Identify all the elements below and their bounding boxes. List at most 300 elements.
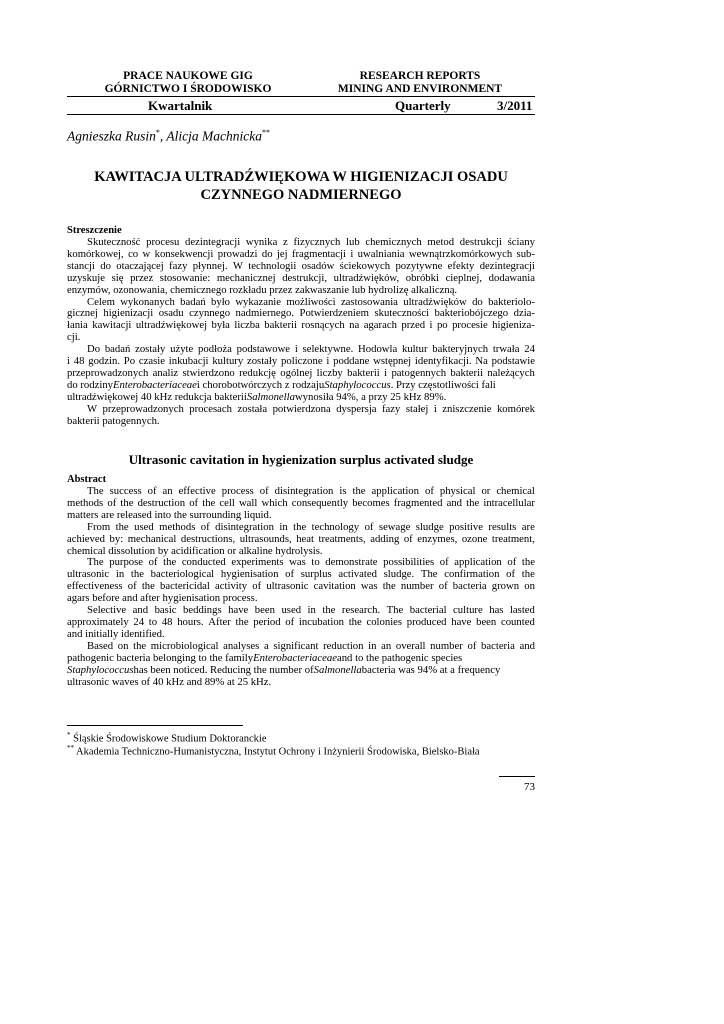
word: in [307,604,316,617]
word: of [424,485,434,497]
text-run: wynosiła 94%, a przy 25 kHz 89%. [294,390,447,403]
word: W [87,402,98,415]
word: the [130,568,144,581]
word: From [87,520,111,533]
word: była [211,319,230,332]
author-2: Alicja Machnicka [166,128,262,144]
word: which [261,496,288,509]
word: i [326,355,330,368]
word: fragmentacji [291,247,346,260]
authors [67,128,270,145]
word: identyfikacji. [414,355,472,368]
journal-name-pl-line2: GÓRNICTWO I ŚRODOWISKO [104,83,272,95]
species-name: Enterobacteriaceae [253,651,337,664]
word: stosowanie: [159,271,211,284]
word: success [109,485,142,497]
word: higieniza- [492,319,535,332]
word: approximately [67,615,129,628]
word: methods [159,520,196,533]
word: technologii [248,259,297,272]
species-name: Staphylococcus [67,663,134,676]
word: been [254,604,275,617]
word: confirmation [444,568,500,581]
word: inkubacji [168,355,209,368]
word: experiments [231,556,284,569]
word: technology [311,520,360,533]
word: konsekwencji [154,247,214,260]
word: ozone [461,532,488,545]
word: jej [276,247,288,260]
page-number-rule [499,776,535,777]
word: positive [449,520,483,533]
word: ultradźwiękowej [135,319,208,332]
word: dezintegracji [479,259,535,272]
word: 24 [133,615,145,628]
word: to [148,615,158,628]
word: of [259,485,269,497]
word: destructions, [180,532,236,545]
word: sludge [415,520,444,533]
word: was [360,580,378,593]
word: of [364,520,374,533]
word: in [115,568,125,581]
word: in [368,639,377,652]
word: nadmiernego. [235,307,295,320]
word: bakteriobójczego [434,307,509,320]
word: w [142,247,151,260]
word: application [371,485,419,497]
word: Potwierdzeniem [299,307,369,320]
text-run: bacteria was 94% at a frequency [361,663,501,676]
word: dyspersja [336,402,377,415]
word: destruction [137,496,186,509]
author-1-mark: * [155,128,160,137]
word: destrukcji, [282,271,328,284]
word: counted [500,615,535,628]
word: bakteriolo- [488,295,535,308]
word: of [285,615,295,628]
word: ultradźwięków, [333,271,400,284]
title-pl-line1: KAWITACJA ULTRADŹWIĘKOWA W HIGIENIZACJI OSADU [94,169,508,185]
word: efekty [447,259,475,272]
title-pl-line2: CZYNNEGO NADMIERNEGO [200,187,402,203]
word: z [283,236,288,248]
word: the [133,639,147,652]
word: ultrasonic [266,580,309,593]
word: przez [130,271,154,284]
footnote-2-text: Akademia Techniczno-Humanistyczna, Instytut Ochrony i Inżynierii Środowiska, Bielsko-Biała [74,746,480,758]
word: i [67,355,70,368]
word: sewage [378,520,411,533]
word: łania [67,319,88,332]
species-name: Salmonella [313,663,362,676]
word: The [87,485,104,497]
word: wall [238,496,258,509]
quarterly-label: Quarterly [395,98,451,113]
word: potwierdzona [272,402,331,415]
word: procesie [452,319,488,332]
word: po [436,319,448,332]
text-line [67,665,535,677]
word: Skuteczność [87,236,141,248]
word: do [100,259,111,272]
word: are [521,520,535,533]
word: possibilities [383,556,435,569]
header-rule-bottom [67,114,535,115]
text-run: and to the pathogenic species [336,651,463,664]
word: kultur [401,343,428,356]
word: poddane [333,355,370,368]
journal-name-en-line2: MINING AND ENVIRONMENT [337,83,503,95]
text-line [67,392,535,404]
abstract-heading: Abstract [67,474,107,485]
text-line: matters are released into the surrounding liquid. [67,508,272,521]
word: procesach [189,402,233,415]
word: wynika [245,236,278,248]
word: Po [123,355,136,368]
word: cell [219,496,235,509]
word: activated [338,568,377,581]
word: się [111,271,124,284]
word: osadu [158,307,184,320]
word: enzymes, [417,532,458,545]
text-line [67,261,535,273]
word: bacterial [409,604,447,617]
word: Selective [87,604,127,617]
word: fizycznych [293,236,341,248]
word: chemicznych [365,236,422,248]
word: the [352,485,366,497]
footnote-2 [67,744,480,758]
word: analyses [223,639,260,652]
footnote-rule [67,725,243,726]
issue-number: 3/2011 [497,98,533,113]
word: achieved [67,532,105,545]
word: lub [346,236,360,248]
word: an [381,639,392,652]
word: intracellular [483,496,535,509]
word: wykazanie [235,295,282,308]
word: purpose [109,556,144,569]
word: rosnących [301,319,345,332]
word: produced [406,615,447,628]
word: microbiological [150,639,219,652]
word: is [339,485,347,497]
word: została [237,402,268,415]
species-name: Enterobacteriaceae [113,378,197,391]
header-rule-top [67,96,535,97]
text-line [67,273,535,285]
word: number [430,639,463,652]
word: wewnątrzkomórkowych [408,247,513,260]
word: fragmented [393,496,443,509]
word: of [148,556,158,569]
word: of [467,639,477,652]
word: of [438,580,448,593]
word: destrukcji [459,236,502,248]
word: demonstrate [325,556,378,569]
word: colonies [366,615,403,628]
word: badań [104,343,131,356]
streszczenie-body [67,237,535,428]
word: an [162,485,173,497]
word: przed [401,319,426,332]
word: the [163,556,177,569]
word: the [466,496,480,509]
word: consequently [291,496,349,509]
word: of [252,580,262,593]
word: sludge. [383,568,415,581]
word: the [120,496,134,509]
word: Na [475,355,488,368]
author-separator: , [159,128,167,144]
word: the [521,556,535,569]
paper-title-en: Ultrasonic cavitation in hygienization surplus activated sludge [128,452,474,467]
word: the [293,520,307,533]
word: culture [453,604,483,617]
word: the [322,604,336,617]
word: pozytywne [395,259,443,272]
word: fazy [382,402,401,415]
word: 48 [161,615,173,628]
word: prowadzi [217,247,258,260]
word: fazy [169,259,188,272]
word: przeprowadzonych [102,402,184,415]
kwartalnik-label: Kwartalnik [148,98,213,113]
footnote-2-mark: ** [67,744,74,752]
word: ściany [507,236,535,248]
word: użyte [170,343,194,356]
word: have [451,615,472,628]
word: i [433,402,437,415]
text-line: cji. [67,331,81,344]
word: research. [341,604,381,617]
paper-title-pl [67,168,535,204]
word: the [141,580,155,593]
word: skuteczności [374,307,430,320]
text-run: pathogenic bacteria belonging to the family [67,651,254,664]
word: basic [154,604,177,617]
word: effectiveness [67,580,123,593]
word: adding [370,532,400,545]
text-line [67,380,535,392]
word: czasie [138,355,165,368]
word: ultrasounds, [239,532,292,545]
word: in [279,520,288,533]
streszczenie-heading: Streszczenie [67,225,122,236]
word: the [115,520,129,533]
footnote-1 [67,731,266,745]
word: Based [87,639,114,652]
word: of [285,568,295,581]
word: bactericidal [160,580,210,593]
text-run: . Przy częstotliwości fali [390,378,496,391]
word: to [311,556,320,569]
word: treatment, [491,532,535,545]
word: The [420,568,438,581]
word: kultury [212,355,244,368]
word: used [281,604,302,617]
word: results [488,520,517,533]
word: selektywne. [302,343,354,356]
word: of [147,485,157,497]
word: procesu [146,236,180,248]
word: możliwości [286,295,336,308]
author-1: Agnieszka Rusin [67,128,156,144]
word: process [221,485,254,497]
word: ultrasonic [67,568,110,581]
footnote-1-mark: * [67,731,71,739]
word: zostały [246,355,278,368]
word: chemical [496,485,535,497]
word: on [117,639,129,652]
word: a [263,639,269,652]
text-line: agars before and after hygienisation process. [67,592,258,605]
word: i [384,366,388,379]
word: bacteriological [150,568,215,581]
word: wykonanych [120,295,175,308]
word: zniszczenie [442,402,492,415]
word: co [128,247,139,260]
word: incubation [298,615,345,628]
word: After [208,615,231,628]
word: uwalniania [357,247,405,260]
word: grown [491,580,520,593]
word: wstępnej [373,355,412,368]
word: and [132,604,149,617]
word: of [403,532,413,545]
word: W [232,259,243,272]
journal-name-pl-line1: PRACE NAUKOWE GIG [123,70,253,82]
word: osadów [301,259,335,272]
text-run: i chorobotwórczych z rodzaju [196,378,325,391]
word: metod [427,236,455,248]
text-line [67,404,535,416]
word: of [107,496,117,509]
word: cieplnej, [445,271,483,284]
word: 24 [524,343,535,356]
word: cavitation [313,580,356,593]
word: hygienisation [220,568,279,581]
word: was [289,556,306,569]
word: do [261,247,273,260]
word: used [134,520,154,533]
text-line [67,522,535,534]
word: do [472,295,483,308]
word: dodawania [488,271,535,284]
word: podstawie [491,355,535,368]
species-name: Staphylococcus [324,378,391,391]
word: of [507,556,517,569]
word: activity [215,580,248,593]
word: należących [487,366,535,379]
word: have [228,604,249,617]
word: of [189,496,199,509]
word: on [524,580,535,593]
word: zastosowania [340,295,398,308]
word: the [202,496,216,509]
footnote-1-text: Śląskie Środowiskowe Studium Doktoranckie [70,733,267,745]
word: obróbki [405,271,439,284]
word: of [127,580,137,593]
word: of [506,568,516,581]
word: the [348,615,362,628]
word: overall [395,639,426,652]
word: effective [178,485,216,497]
author-2-mark: ** [261,128,270,137]
text-line: ultrasonic waves of 40 kHz and 89% at 25 kHz. [67,675,272,688]
word: or [481,485,491,497]
word: and [519,639,535,652]
word: czynnego [189,307,231,320]
word: Do [87,343,101,356]
word: policzone [281,355,323,368]
text-line [67,320,535,332]
word: i [429,319,433,332]
word: The [386,604,404,617]
word: stałej [405,402,429,415]
text-line: enzymów, ozonowania, chemicznego rozkładu przez zakwaszanie lub hydrolizę alkaliczną. [67,283,458,296]
word: i [350,247,354,260]
word: komórkowej, [67,247,124,260]
page-number: 73 [524,781,535,793]
text-run: has been noticed. Reducing the number of [133,663,314,676]
word: kawitacji [92,319,132,332]
word: disintegration [274,485,334,497]
text-line: chemical dissolution by acidification or alkaline hydrolysis. [67,544,323,557]
word: The [87,556,104,569]
text-line: and initially identified. [67,627,165,640]
word: było [211,295,231,308]
word: the [235,615,249,628]
word: stancji [67,259,95,272]
word: patogennych [391,366,447,379]
word: godzin. [88,355,120,368]
word: mechanicznej [216,271,276,284]
word: Celem [87,295,115,308]
word: badań [180,295,206,308]
word: methods [67,496,104,509]
word: the [521,568,535,581]
word: ogólnej [280,366,313,379]
word: hours. [177,615,204,628]
word: podstawowe [236,343,291,356]
text-run: ultradźwiękowej 40 kHz redukcja bakterii [67,390,247,403]
journal-name-en-line1: RESEARCH REPORTS [359,70,481,82]
word: application [454,556,502,569]
word: na [349,319,360,332]
word: dezintegracji [185,236,241,248]
word: bacteria [481,639,515,652]
text-run: do rodziny [67,378,114,391]
word: heat [296,532,314,545]
word: significant [273,639,319,652]
word: bakterii [347,366,380,379]
word: beddings [183,604,222,617]
text-line [67,534,535,546]
word: uzyskuje [67,271,105,284]
word: higienizacji [103,307,154,320]
word: bacteria [452,580,487,593]
word: been [476,615,497,628]
word: of [200,520,210,533]
word: agarach [363,319,397,332]
word: lasted [509,604,535,617]
word: redukcję [239,366,276,379]
word: treatments, [318,532,366,545]
word: Hodowla [358,343,398,356]
word: reduction [323,639,364,652]
